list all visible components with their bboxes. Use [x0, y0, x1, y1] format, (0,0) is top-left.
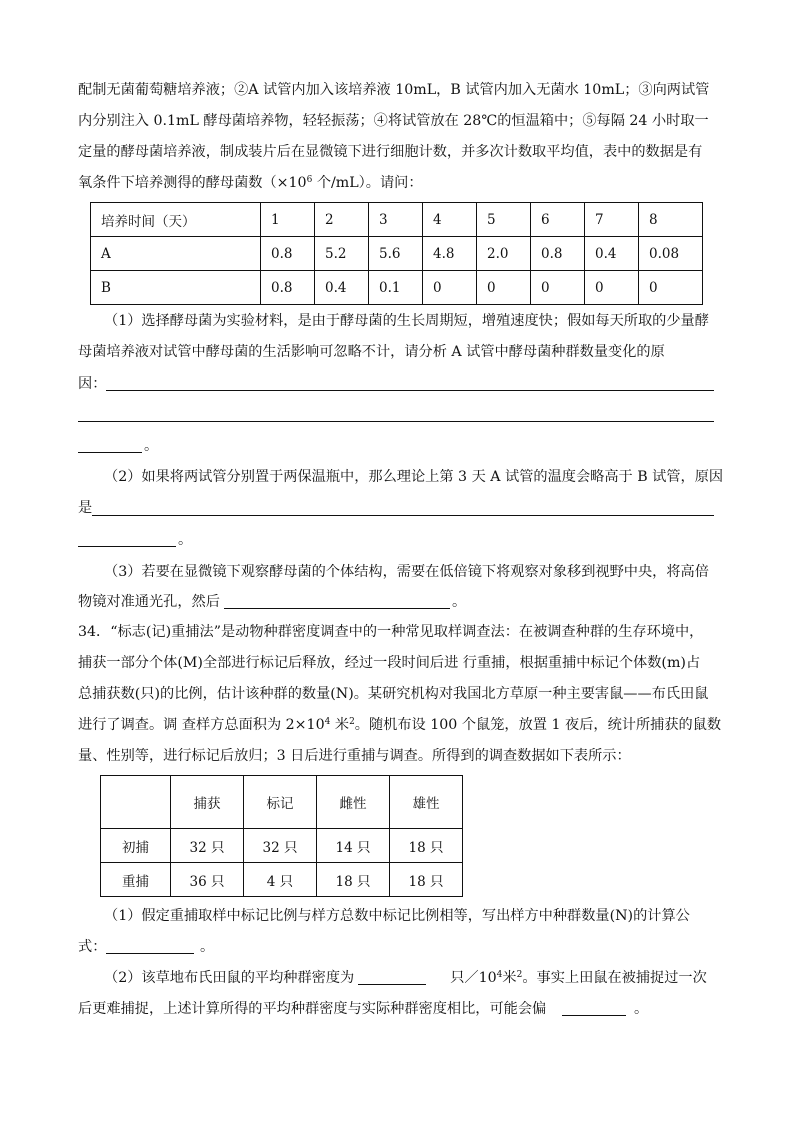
- table-cell: 36 只: [171, 863, 244, 897]
- table-cell: 0: [531, 271, 585, 305]
- table-row: [101, 829, 463, 863]
- q34-2-line-2: 后更难捕捉，上述计算所得的平均种群密度与实际种群密度相比，可能会偏: [78, 1001, 547, 1017]
- table-cell: 0.4: [315, 271, 369, 305]
- intro-line-3: 定量的酵母菌培养液，制成装片后在显微镜下进行细胞计数，并多次计数取平均值，表中的数据是有: [78, 144, 703, 160]
- table-cell: 4: [423, 203, 477, 237]
- q1-end: 。: [144, 438, 159, 454]
- table-cell: 32 只: [244, 829, 317, 863]
- table-cell: [101, 776, 171, 829]
- q34-line-3: 总捕获数(只)的比例，估计该种群的数量(N)。某研究机构对我国北方草原一种主要害鼠——布氏田鼠: [78, 686, 709, 702]
- table-cell: 0: [639, 271, 703, 305]
- table-row: [101, 863, 463, 897]
- table-cell: 5.6: [369, 237, 423, 271]
- table-cell: 雄性: [390, 776, 463, 829]
- table-cell: 18 只: [317, 863, 390, 897]
- intro-line-2: 内分别注入 0.1mL 酵母菌培养物，轻轻振荡；④将试管放在 28℃的恒温箱中；⑤每隔 24 小时取一: [78, 113, 709, 129]
- table-cell: 初捕: [101, 829, 171, 863]
- table-cell: 培养时间（天）: [91, 203, 261, 237]
- answer-blank[interactable]: [106, 390, 714, 391]
- table-cell: 重捕: [101, 863, 171, 897]
- q34-line-2: 捕获一部分个体(M)全部进行标记后释放，经过一段时间后进 行重捕，根据重捕中标记个体数(m)占: [78, 655, 701, 671]
- table-cell: B: [91, 271, 261, 305]
- q3-line-2: 物镜对准通光孔，然后: [78, 594, 220, 610]
- q3-end: 。: [452, 594, 467, 610]
- q34-2-line-1: （2）该草地布氏田鼠的平均种群密度为 只$/10^4$米$^2$。事实上田鼠在被捕捉过一次: [104, 970, 707, 986]
- table-header-row: [101, 776, 463, 829]
- table-header-row: [91, 203, 703, 237]
- answer-blank[interactable]: [358, 984, 426, 985]
- table-cell: 0.8: [531, 237, 585, 271]
- table-cell: 雌性: [317, 776, 390, 829]
- table-cell: 3: [369, 203, 423, 237]
- answer-blank[interactable]: [106, 953, 194, 954]
- answer-blank[interactable]: [78, 546, 176, 547]
- table-cell: 32 只: [171, 829, 244, 863]
- table-cell: 8: [639, 203, 703, 237]
- q34-1-line-2: 式：: [78, 939, 107, 955]
- table-cell: 5: [477, 203, 531, 237]
- table-cell: 0.1: [369, 271, 423, 305]
- q34-line-1: 34．“标志(记)重捕法”是动物种群密度调查中的一种常见取样调查法：在被调查种群的生存环境中，: [78, 624, 704, 640]
- table-cell: 捕获: [171, 776, 244, 829]
- intro-line-4: 氧条件下培养测得的酵母菌数（$\times 10^6$ 个/mL）。请问：: [78, 175, 423, 191]
- q2-end: 。: [178, 532, 193, 548]
- q2-line-2: 是: [78, 500, 93, 516]
- table-cell: 0: [477, 271, 531, 305]
- q34-1-line-1: （1）假定重捕取样中标记比例与样方总数中标记比例相等，写出样方中种群数量(N)的计算公: [104, 908, 690, 924]
- table-cell: 0.8: [261, 271, 315, 305]
- table-cell: 14 只: [317, 829, 390, 863]
- table-cell: A: [91, 237, 261, 271]
- q1-line-2: 母菌培养液对试管中酵母菌的生活影响可忽略不计，请分析 A 试管中酵母菌种群数量变化的原: [78, 344, 665, 360]
- table-cell: 0.8: [261, 237, 315, 271]
- q1-line-3: 因：: [78, 376, 107, 392]
- q34-1-end: 。: [200, 939, 215, 955]
- table-row: [91, 237, 703, 271]
- q34-line-5: 量、性别等，进行标记后放归；3 日后进行重捕与调查。所得到的调查数据如下表所示：: [78, 748, 631, 764]
- answer-blank[interactable]: [224, 608, 450, 609]
- q1-line-1: （1）选择酵母菌为实验材料，是由于酵母菌的生长周期短，增殖速度快；假如每天所取的少量酵: [104, 313, 709, 329]
- table-cell: 7: [585, 203, 639, 237]
- table-cell: 0.4: [585, 237, 639, 271]
- table-cell: 4 只: [244, 863, 317, 897]
- q3-line-1: （3）若要在显微镜下观察酵母菌的个体结构，需要在低倍镜下将观察对象移到视野中央，将高倍: [104, 564, 709, 580]
- q34-line-4: 进行了调查。调 查样方总面积为 $2\times 10^4$ 米$^2$。随机布设 100 个鼠笼，放置 1 夜后，统计所捕获的鼠数: [78, 717, 722, 733]
- intro-line-1: 配制无菌葡萄糖培养液；②A 试管内加入该培养液 10mL，B 试管内加入无菌水 10mL；③向两试管: [78, 82, 710, 98]
- table-cell: 18 只: [390, 863, 463, 897]
- table-cell: 0: [585, 271, 639, 305]
- table-cell: 2: [315, 203, 369, 237]
- table-cell: 0.08: [639, 237, 703, 271]
- table-cell: 18 只: [390, 829, 463, 863]
- capture-data-table: [100, 775, 463, 897]
- answer-blank[interactable]: [78, 421, 714, 422]
- q34-2-end: 。: [634, 1001, 649, 1017]
- answer-blank[interactable]: [92, 515, 714, 516]
- table-cell: 4.8: [423, 237, 477, 271]
- answer-blank[interactable]: [562, 1015, 626, 1016]
- yeast-count-table: [90, 202, 703, 305]
- table-cell: 0: [423, 271, 477, 305]
- table-cell: 标记: [244, 776, 317, 829]
- answer-blank[interactable]: [78, 452, 142, 453]
- table-row: [91, 271, 703, 305]
- table-cell: 6: [531, 203, 585, 237]
- q2-line-1: （2）如果将两试管分别置于两保温瓶中，那么理论上第 3 天 A 试管的温度会略高于 B 试管，原因: [104, 469, 724, 485]
- table-cell: 1: [261, 203, 315, 237]
- table-cell: 2.0: [477, 237, 531, 271]
- table-cell: 5.2: [315, 237, 369, 271]
